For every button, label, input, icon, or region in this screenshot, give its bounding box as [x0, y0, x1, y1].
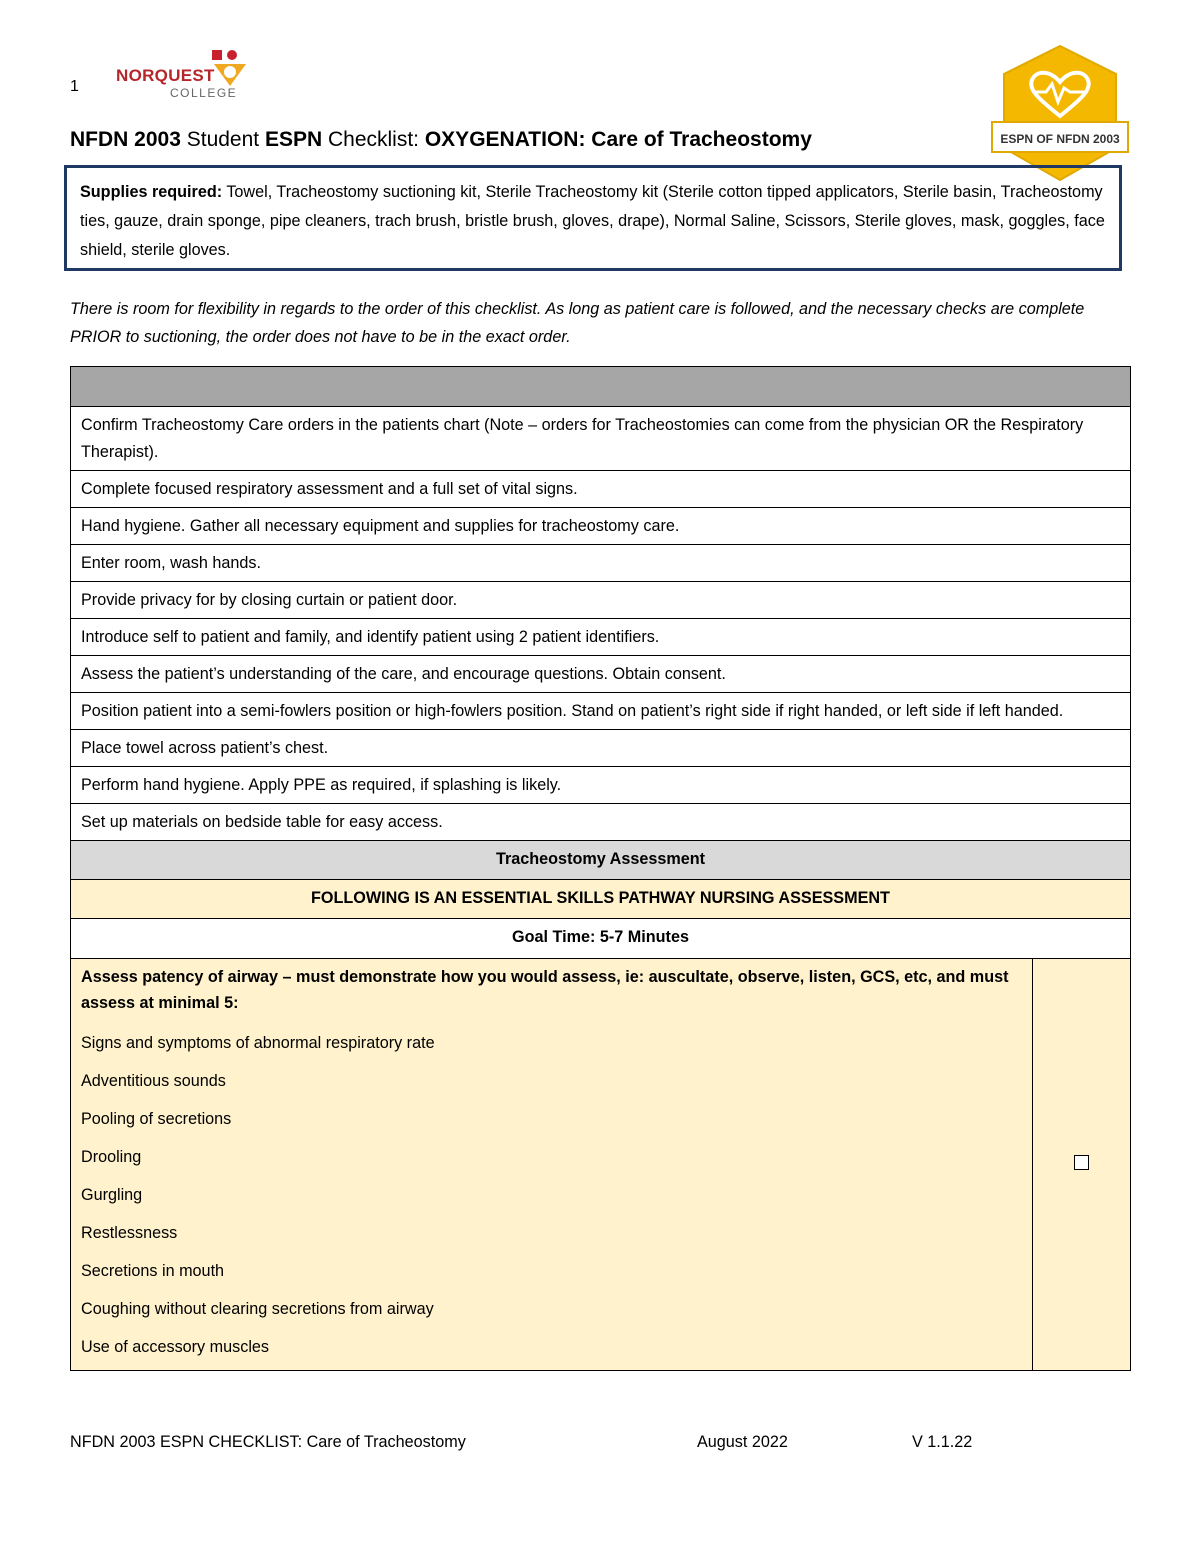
step-cell: Complete focused respiratory assessment and a full set of vital signs.: [71, 471, 1131, 508]
table-row: [71, 730, 1131, 767]
assessment-sign: Adventitious sounds: [81, 1072, 226, 1090]
title-student: Student: [180, 128, 265, 151]
table-row: [71, 471, 1131, 508]
table-row: [71, 767, 1131, 804]
table-row: [71, 656, 1131, 693]
espn-badge-icon: [988, 44, 1132, 184]
checklist-table: [70, 366, 1131, 1371]
step-cell: Assess the patient’s understanding of the care, and encourage questions. Obtain consent.: [71, 656, 1131, 693]
title-checklist: Checklist:: [322, 128, 425, 151]
norquest-logo: [112, 42, 262, 110]
assessment-sign: Restlessness: [81, 1224, 178, 1242]
table-row: [71, 582, 1131, 619]
table-header-row: [71, 367, 1131, 407]
table-row: [71, 407, 1131, 471]
step-cell: Perform hand hygiene. Apply PPE as required, if splashing is likely.: [71, 767, 1131, 804]
table-row: [71, 804, 1131, 841]
title-espn: ESPN: [264, 128, 323, 151]
step-cell: Introduce self to patient and family, and identify patient using 2 patient identifiers.: [71, 619, 1131, 656]
step-cell: Hand hygiene. Gather all necessary equipment and supplies for tracheostomy care.: [71, 508, 1131, 545]
badge-label: ESPN OF NFDN 2003: [1000, 132, 1120, 146]
footer-date: August 2022: [697, 1433, 788, 1451]
step-cell: Set up materials on bedside table for easy access.: [71, 804, 1131, 841]
flexibility-note: There is room for flexibility in regards to the order of this checklist. As long as patient care is followed, and the necessary checks are complete PRIOR to suctioning, the order does not have to be in the exact order.: [70, 300, 1085, 346]
essential-banner-row: [71, 880, 1131, 919]
assessment-sign: Drooling: [81, 1148, 142, 1166]
step-cell: Provide privacy for by closing curtain or patient door.: [71, 582, 1131, 619]
supplies-text: Towel, Tracheostomy suctioning kit, Sterile Tracheostomy kit (Sterile cotton tipped applicators, Sterile basin, Tracheostomy ties, gauze, drain sponge, pipe cleaners, trach brush, bristle brush, gloves, drape), Normal Saline, Scissors, Sterile gloves, mask, goggles, face shield, sterile gloves.: [80, 183, 1105, 259]
assessment-sign: Coughing without clearing secretions from airway: [81, 1300, 434, 1318]
page-title: [70, 128, 812, 152]
assessment-sign: Signs and symptoms of abnormal respiratory rate: [81, 1034, 435, 1052]
assessment-sign: Secretions in mouth: [81, 1262, 225, 1280]
assessment-sign: Pooling of secretions: [81, 1110, 232, 1128]
step-cell: Place towel across patient’s chest.: [71, 730, 1131, 767]
logo-name: NORQUEST: [116, 66, 215, 85]
step-cell: Confirm Tracheostomy Care orders in the patients chart (Note – orders for Tracheostomies can come from the physician OR the Respiratory Therapist).: [71, 407, 1131, 471]
title-course: NFDN 2003: [70, 128, 181, 151]
checkbox-cell: [1033, 959, 1131, 1371]
title-topic: OXYGENATION: Care of Tracheostomy: [424, 128, 812, 151]
assessment-sign: Use of accessory muscles: [81, 1338, 270, 1356]
assessment-cell: [71, 959, 1033, 1371]
footer-version: V 1.1.22: [912, 1433, 973, 1451]
logo-subname: COLLEGE: [170, 86, 238, 100]
supplies-box: [64, 165, 1122, 271]
assessment-sign: Gurgling: [81, 1186, 143, 1204]
table-row: [71, 545, 1131, 582]
assessment-checkbox[interactable]: [1074, 1155, 1089, 1170]
table-row: [71, 693, 1131, 730]
goal-time: Goal Time: 5-7 Minutes: [71, 919, 1131, 959]
step-cell: Position patient into a semi-fowlers position or high-fowlers position. Stand on patient’s right side if right handed, or left side if left handed.: [71, 693, 1131, 730]
section-title: Tracheostomy Assessment: [71, 841, 1131, 880]
supplies-label: Supplies required:: [80, 183, 223, 201]
assessment-row: [71, 959, 1131, 1371]
assessment-heading: Assess patency of airway – must demonstrate how you would assess, ie: auscultate, observe, listen, GCS, etc, and must assess at minimal 5:: [81, 968, 1009, 1012]
table-header-cell: [71, 367, 1131, 407]
table-row: [71, 619, 1131, 656]
table-row: [71, 508, 1131, 545]
step-cell: Enter room, wash hands.: [71, 545, 1131, 582]
page-number: 1: [70, 78, 79, 95]
section-title-row: [71, 841, 1131, 880]
footer-doc-title: NFDN 2003 ESPN CHECKLIST: Care of Tracheostomy: [70, 1433, 466, 1451]
goal-time-row: [71, 919, 1131, 959]
essential-banner: FOLLOWING IS AN ESSENTIAL SKILLS PATHWAY NURSING ASSESSMENT: [71, 880, 1131, 919]
